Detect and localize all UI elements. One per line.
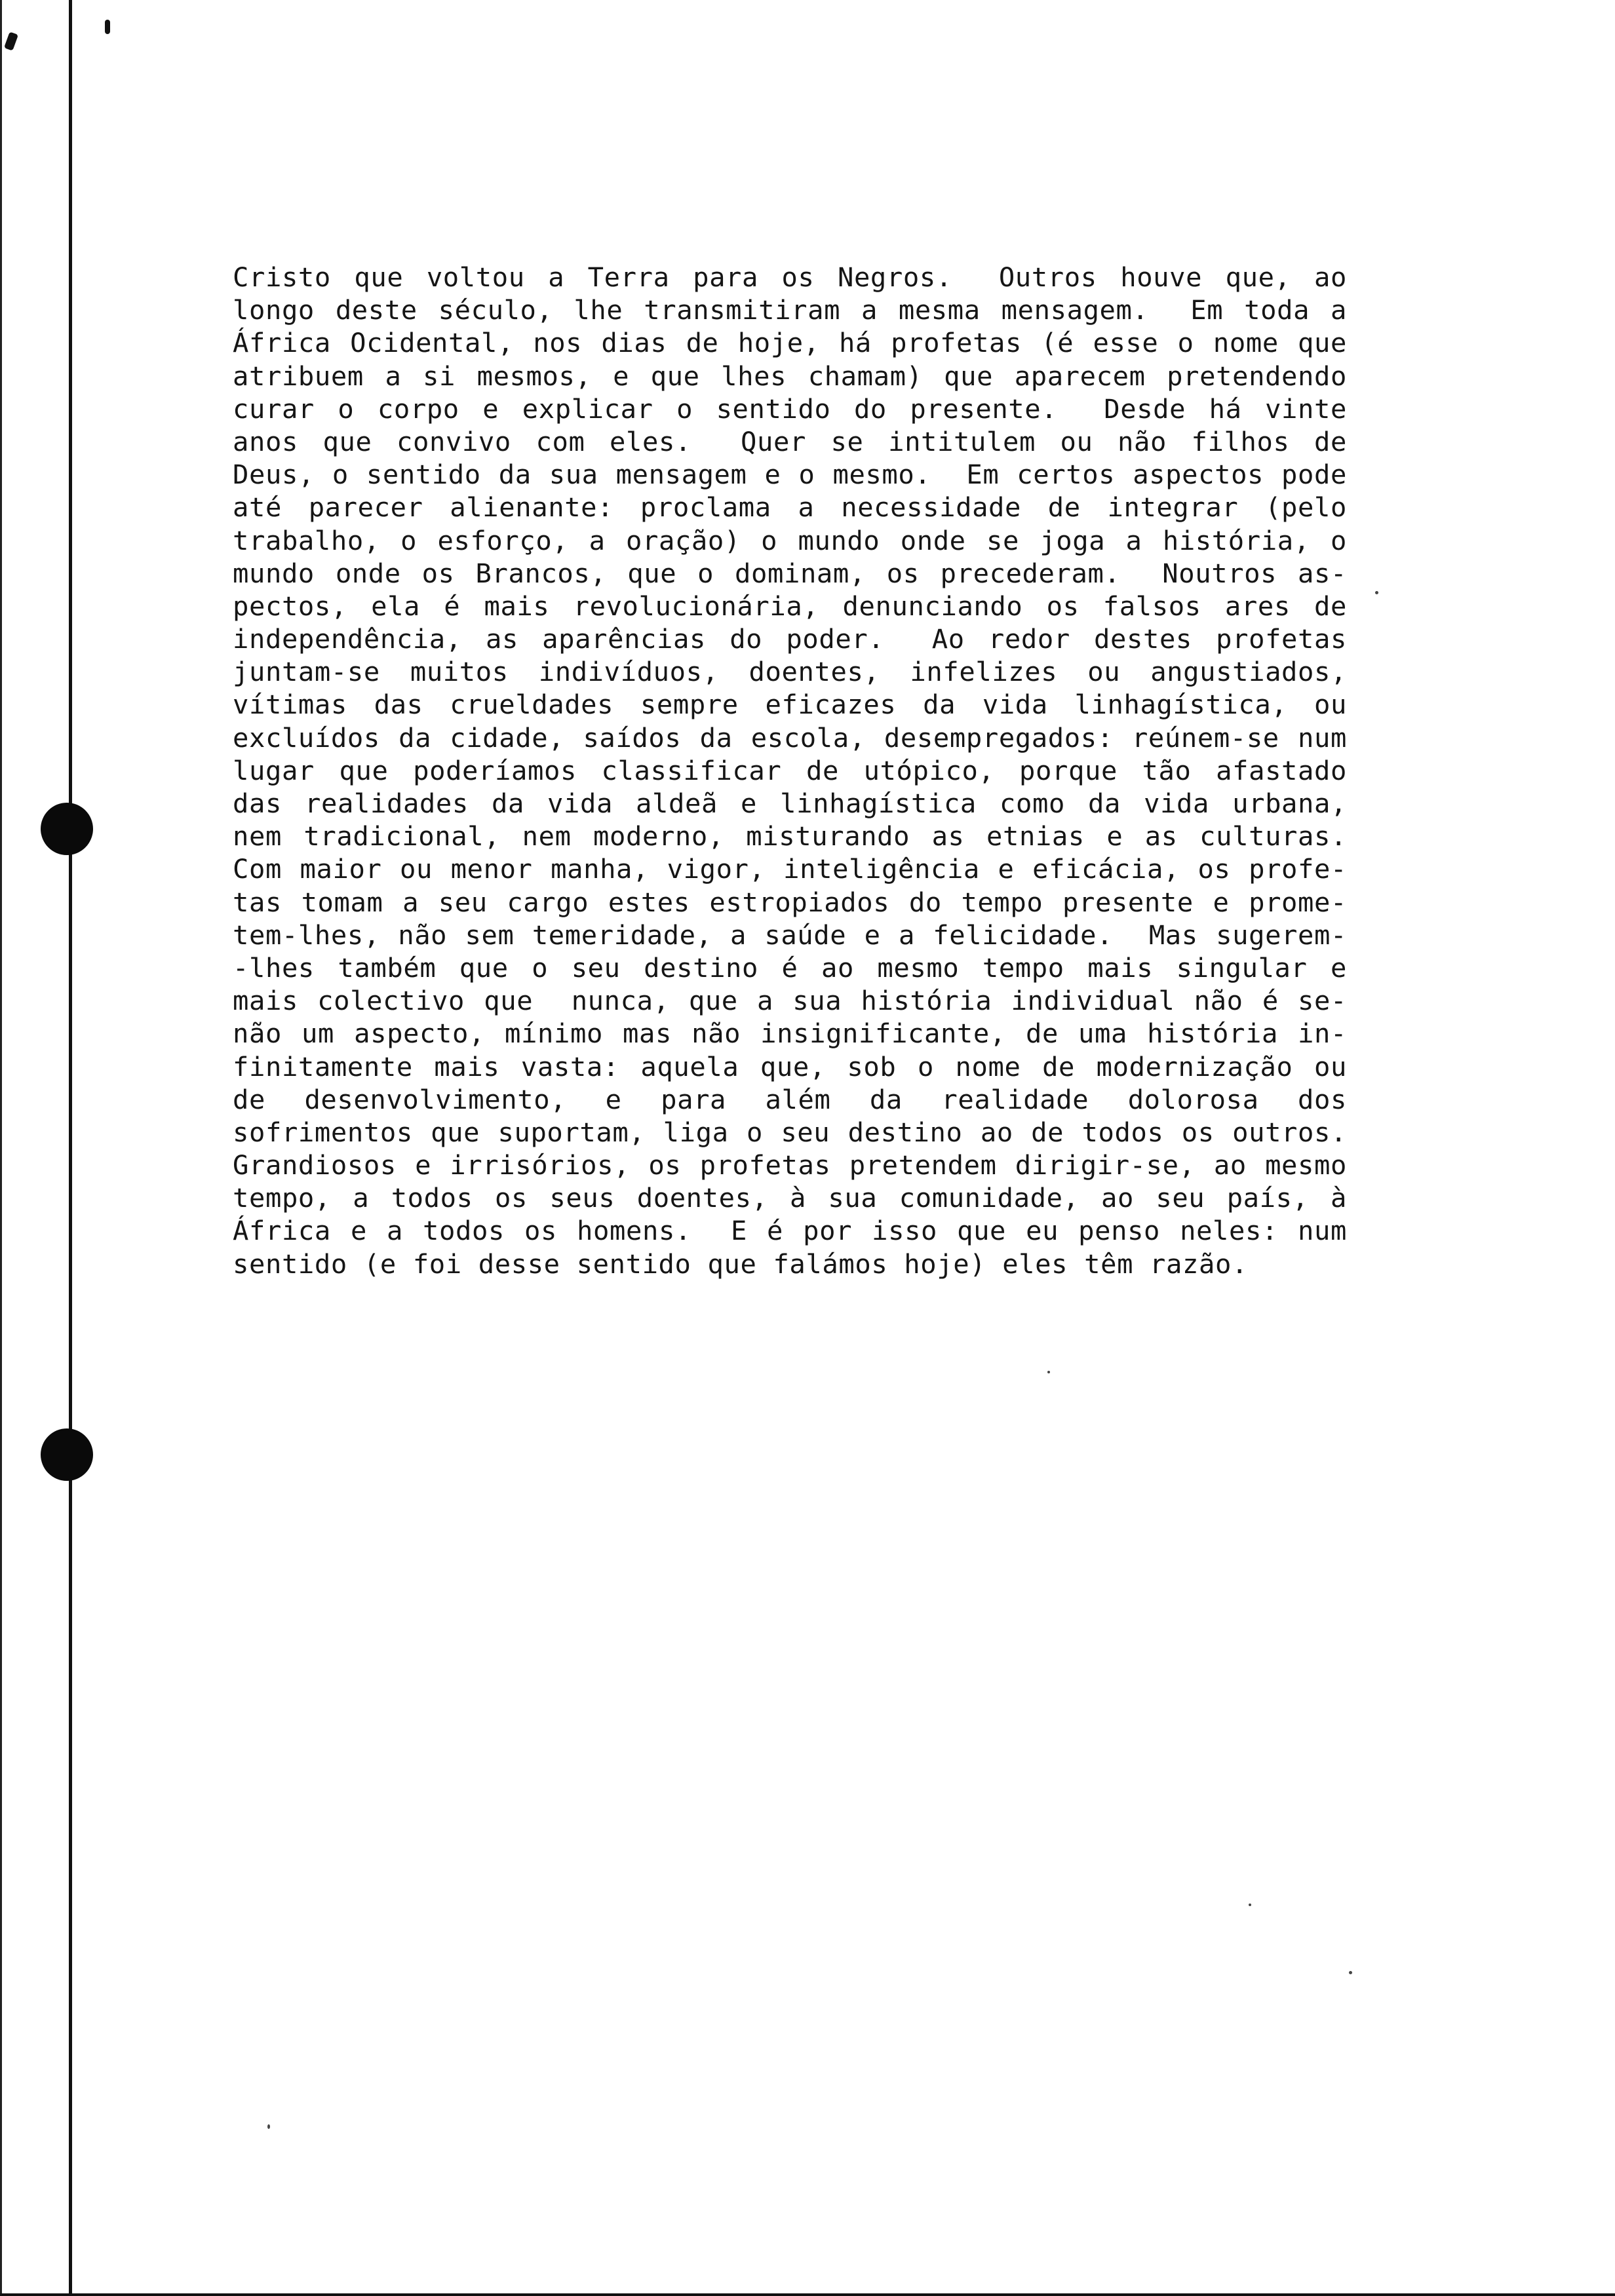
text-line: tas tomam a seu cargo estes estropiados do tempo presente e prome- — [233, 886, 1347, 918]
text-line: juntam-se muitos indivíduos, doentes, infelizes ou angustiados, — [233, 656, 1347, 688]
text-line: até parecer alienante: proclama a necessidade de integrar (pelo — [233, 491, 1347, 524]
text-line: África Ocidental, nos dias de hoje, há profetas (é esse o nome que — [233, 327, 1347, 359]
text-line: tem-lhes, não sem temeridade, a saúde e a felicidade. Mas sugerem- — [233, 919, 1347, 951]
text-line: pectos, ela é mais revolucionária, denunciando os falsos ares de — [233, 590, 1347, 622]
scan-speck — [267, 2124, 270, 2129]
text-line: Grandiosos e irrisórios, os profetas pretendem dirigir-se, ao mesmo — [233, 1149, 1347, 1181]
body-paragraph — [233, 261, 1347, 1280]
text-line: das realidades da vida aldeã e linhagística como da vida urbana, — [233, 788, 1347, 819]
text-line: África e a todos os homens. E é por isso que eu penso neles: num — [233, 1215, 1347, 1247]
margin-rule — [69, 0, 72, 2296]
scan-mark — [4, 31, 18, 50]
text-line: mundo onde os Brancos, que o dominam, os precederam. Noutros as- — [233, 557, 1347, 589]
text-line: sentido (e foi desse sentido que falámos hoje) eles têm razão. — [233, 1248, 1248, 1280]
scan-speck — [1249, 1904, 1251, 1906]
text-line: longo deste século, lhe transmitiram a mesma mensagem. Em toda a — [233, 294, 1347, 326]
punch-hole-top — [41, 803, 93, 855]
text-line: trabalho, o esforço, a oração) o mundo onde se joga a história, o — [233, 524, 1347, 556]
text-line: não um aspecto, mínimo mas não insignificante, de uma história in- — [233, 1018, 1347, 1050]
text-line: Deus, o sentido da sua mensagem e o mesmo. Em certos aspectos pode — [233, 459, 1347, 491]
text-line: curar o corpo e explicar o sentido do presente. Desde há vinte — [233, 392, 1347, 425]
text-line: mais colectivo que nunca, que a sua história individual não é se- — [233, 985, 1347, 1017]
text-line: sofrimentos que suportam, liga o seu destino ao de todos os outros. — [233, 1116, 1347, 1148]
scan-speck — [1047, 1371, 1050, 1373]
text-line: finitamente mais vasta: aquela que, sob o nome de modernização ou — [233, 1050, 1347, 1082]
text-line: vítimas das crueldades sempre eficazes da vida linhagística, ou — [233, 689, 1347, 721]
bottom-edge-line — [0, 2293, 1615, 2296]
text-line: lugar que poderíamos classificar de utópico, porque tão afastado — [233, 754, 1347, 786]
punch-hole-bottom — [41, 1428, 93, 1481]
scan-mark — [105, 20, 110, 34]
scan-speck — [1349, 1971, 1352, 1974]
text-line: tempo, a todos os seus doentes, à sua comunidade, ao seu país, à — [233, 1182, 1347, 1214]
text-line: independência, as aparências do poder. Ao redor destes profetas — [233, 623, 1347, 655]
scan-speck — [1375, 591, 1378, 594]
text-line: Cristo que voltou a Terra para os Negros. Outros houve que, ao — [233, 261, 1347, 293]
text-line: atribuem a si mesmos, e que lhes chamam) que aparecem pretendendo — [233, 360, 1347, 392]
text-line: -lhes também que o seu destino é ao mesmo tempo mais singular e — [233, 951, 1347, 984]
text-line: anos que convivo com eles. Quer se intitulem ou não filhos de — [233, 425, 1347, 457]
page-edge-line — [0, 0, 2, 2296]
text-line: de desenvolvimento, e para além da realidade dolorosa dos — [233, 1083, 1347, 1115]
text-line: nem tradicional, nem moderno, misturando as etnias e as culturas. — [233, 820, 1347, 852]
text-line: excluídos da cidade, saídos da escola, desempregados: reúnem-se num — [233, 721, 1347, 754]
text-line: Com maior ou menor manha, vigor, inteligência e eficácia, os profe- — [233, 853, 1347, 885]
